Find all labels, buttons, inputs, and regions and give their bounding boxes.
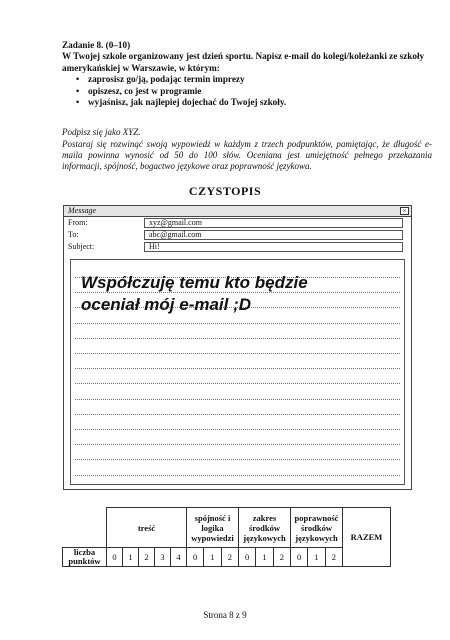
point-cell: 2 [221, 548, 238, 567]
header-range: zakres środków językowych [239, 508, 291, 548]
email-titlebar [64, 206, 411, 217]
writing-line [75, 444, 400, 445]
point-cell: 4 [171, 548, 187, 567]
point-cell: 2 [139, 548, 155, 567]
writing-line [75, 323, 400, 324]
task-bullet: • wyjaśnisz, jak najlepiej dojechać do Twojej szkoły. [76, 97, 432, 108]
clean-copy-title: CZYSTOPIS [188, 184, 262, 198]
point-cell: 1 [308, 548, 325, 567]
from-field[interactable]: xyz@gmail.com [144, 218, 403, 228]
score-table [62, 507, 391, 567]
task-intro: W Twojej szkole organizowany jest dzień sportu. Napisz e-mail do kolegi/koleżanki ze szkoły amerykańskiej w Warszawie, w którym: [62, 51, 425, 73]
to-field[interactable]: abc@gmail.com [144, 230, 403, 240]
writing-line [75, 338, 400, 339]
task-bullet: • zaprosisz go/ją, podając termin imprezy [76, 74, 432, 85]
writing-line [75, 399, 400, 400]
email-body-field[interactable] [70, 259, 405, 485]
header-total: RAZEM [343, 508, 391, 567]
writing-line [75, 368, 400, 369]
points-row-label: liczba punktów [63, 548, 107, 567]
point-cell: 0 [239, 548, 256, 567]
point-cell: 2 [273, 548, 290, 567]
task-bullets [76, 74, 432, 108]
email-window-title: Message [68, 206, 96, 215]
to-row [64, 229, 411, 241]
table-corner [63, 508, 107, 548]
subject-row [64, 241, 411, 253]
writing-line [75, 459, 400, 460]
instructions [62, 127, 432, 172]
writing-line [75, 353, 400, 354]
header-accuracy: poprawność środków językowych [291, 508, 343, 548]
point-cell: 2 [325, 548, 342, 567]
task-title: Zadanie 8. (0–10) [62, 40, 131, 50]
to-label: To: [68, 230, 79, 239]
from-row [64, 217, 411, 229]
sign-instruction: Podpisz się jako XYZ. [62, 127, 141, 137]
from-label: From: [68, 218, 88, 227]
handwritten-line: Współczuję temu kto będzie [81, 273, 308, 292]
task-block [62, 40, 432, 108]
point-cell: 3 [155, 548, 171, 567]
handwritten-line: oceniał mój e-mail ;D [81, 295, 252, 314]
point-cell: 1 [123, 548, 139, 567]
writing-line [75, 429, 400, 430]
header-content: treść [107, 508, 187, 548]
task-bullet: • opiszesz, co jest w programie [76, 86, 432, 97]
point-cell: 0 [187, 548, 204, 567]
close-icon[interactable]: × [400, 207, 409, 215]
point-cell: 1 [204, 548, 221, 567]
page-footer: Strona 8 z 9 [203, 610, 247, 620]
writing-line [75, 475, 400, 476]
header-coherence: spójność i logika wypowiedzi [187, 508, 239, 548]
writing-line [75, 414, 400, 415]
length-instruction: Postaraj się rozwinąć swoją wypowiedź w każdym z trzech podpunktów, pamiętając, że długość e-maila powinna wynosić od 50 do 100 słów. Oceniana jest umiejętność pełnego przekazania informacji, spójność, bogactwo językowe oraz poprawność językowa. [62, 139, 432, 171]
point-cell: 1 [256, 548, 273, 567]
subject-label: Subject: [68, 242, 95, 251]
point-cell: 0 [107, 548, 123, 567]
handwritten-text [81, 272, 308, 316]
email-form [63, 205, 412, 490]
point-cell: 0 [291, 548, 308, 567]
writing-line [75, 383, 400, 384]
subject-field[interactable]: Hi! [144, 242, 403, 252]
